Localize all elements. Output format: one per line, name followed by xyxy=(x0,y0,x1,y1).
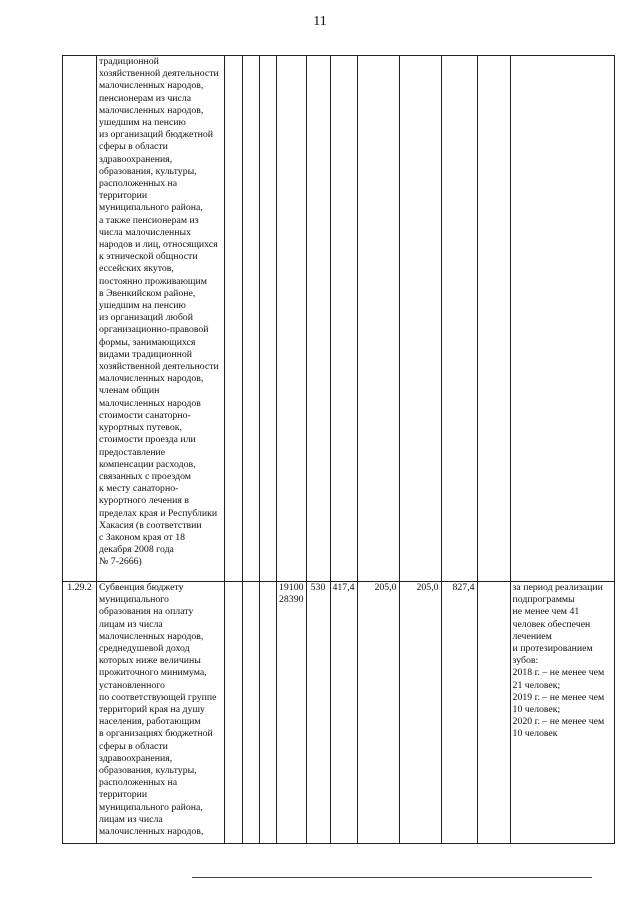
table-row xyxy=(63,582,615,844)
description-line: формы, занимающихся xyxy=(99,336,196,348)
description-line: связанных с проездом xyxy=(99,470,191,482)
row-2019: 205,0 xyxy=(357,582,399,844)
row-vr xyxy=(306,56,330,582)
result-line: подпрограммы xyxy=(512,594,575,606)
description-line: ессейских якутов, xyxy=(99,263,174,275)
description-line: народов и лиц, относящихся xyxy=(99,239,218,251)
row-2018 xyxy=(330,56,357,582)
description-line: предоставление xyxy=(99,446,166,458)
description-line: к месту санаторно- xyxy=(99,483,179,495)
description-line: муниципального района, xyxy=(99,801,203,813)
description-line: которых ниже величины xyxy=(99,655,201,667)
description-line: населения, работающим xyxy=(99,716,201,728)
description-line: видами традиционной xyxy=(99,348,192,360)
result-line: человек обеспечен xyxy=(512,618,591,630)
description-line: организационно-правовой xyxy=(99,324,209,336)
description-line: образования, культуры, xyxy=(99,765,197,777)
description-line: хозяйственной деятельности xyxy=(99,68,219,80)
empty-cell xyxy=(243,56,260,582)
row-result xyxy=(510,582,614,844)
description-line: по соответствующей группе xyxy=(99,691,217,703)
description-line: стоимости санаторно- xyxy=(99,409,191,421)
program-table xyxy=(62,55,615,844)
result-line: 2018 г. – не менее чем xyxy=(512,667,605,679)
description-line: ушедшим на пенсию xyxy=(99,300,186,312)
result-line: зубов: xyxy=(512,655,539,667)
description-line: ушедшим на пенсию xyxy=(99,117,186,129)
row-total: 827,4 xyxy=(441,582,477,844)
description-line: среднедушевой доход xyxy=(99,643,190,655)
empty-cell xyxy=(225,582,243,844)
description-line: Субвенция бюджету xyxy=(99,582,184,593)
description-line: пенсионерам из числа xyxy=(99,92,192,104)
empty-cell xyxy=(225,56,243,582)
empty-cell xyxy=(260,56,277,582)
description-line: в Эвенкийском районе, xyxy=(99,287,196,299)
result-line: лечением xyxy=(512,630,552,642)
description-line: сферы в области xyxy=(99,141,168,153)
description-line: постоянно проживающим xyxy=(99,275,207,287)
result-line: 10 человек; xyxy=(512,704,561,716)
description-line: малочисленных народов, xyxy=(99,373,204,385)
description-line: муниципального района, xyxy=(99,202,203,214)
description-line: № 7-2666) xyxy=(99,556,142,568)
page-number: 11 xyxy=(313,14,327,29)
description-line: из организаций бюджетной xyxy=(99,129,214,141)
description-line: малочисленных народов, xyxy=(99,826,204,838)
row-result xyxy=(510,56,614,582)
footer-rule xyxy=(192,877,592,878)
description-line: пределах края и Республики xyxy=(99,507,218,519)
result-line: и протезированием xyxy=(512,643,593,655)
row-code xyxy=(277,582,307,844)
description-line: в организациях бюджетной xyxy=(99,728,213,740)
description-line: расположенных на xyxy=(99,777,178,789)
description-line: прожиточного минимума, xyxy=(99,667,207,679)
description-line: Хакасия (в соответствии xyxy=(99,519,202,531)
result-line: 21 человек; xyxy=(512,679,561,691)
row-2020 xyxy=(399,56,441,582)
description-line: территории xyxy=(99,789,148,801)
description-line: образования, культуры, xyxy=(99,165,197,177)
description-line: территории xyxy=(99,190,148,202)
table-row xyxy=(63,56,615,582)
description-line: членам общин xyxy=(99,385,160,397)
empty-cell xyxy=(243,582,260,844)
description-line: к этнической общности xyxy=(99,251,198,263)
row-total xyxy=(441,56,477,582)
row-description xyxy=(97,56,225,582)
description-line: малочисленных народов, xyxy=(99,104,204,116)
row-index xyxy=(63,56,97,582)
description-line: стоимости проезда или xyxy=(99,434,196,446)
description-line: хозяйственной деятельности xyxy=(99,361,219,373)
code-line: 19100 xyxy=(279,582,304,593)
description-line: здравоохранения, xyxy=(99,752,173,764)
description-line: традиционной xyxy=(99,56,159,67)
description-line: малочисленных народов, xyxy=(99,80,204,92)
description-line: курортного лечения в xyxy=(99,495,189,507)
description-line: здравоохранения, xyxy=(99,153,173,165)
empty-cell xyxy=(477,582,510,844)
description-line: числа малочисленных xyxy=(99,226,192,238)
result-line: не менее чем 41 xyxy=(512,606,580,618)
description-line: с Законом края от 18 xyxy=(99,531,186,543)
result-line: за период реализации xyxy=(512,582,603,593)
description-line: установленного xyxy=(99,679,165,691)
row-2020: 205,0 xyxy=(399,582,441,844)
row-vr: 530 xyxy=(306,582,330,844)
description-line: компенсации расходов, xyxy=(99,458,196,470)
row-index: 1.29.2 xyxy=(63,582,97,844)
description-line: расположенных на xyxy=(99,178,178,190)
description-line: лицам из числа xyxy=(99,813,163,825)
description-line: малочисленных народов, xyxy=(99,630,204,642)
description-line: а также пенсионерам из xyxy=(99,214,199,226)
description-line: декабря 2008 года xyxy=(99,544,174,556)
description-line: сферы в области xyxy=(99,740,168,752)
row-description xyxy=(97,582,225,844)
description-line: из организаций любой xyxy=(99,312,193,324)
description-line: территорий края на душу xyxy=(99,704,205,716)
row-2018: 417,4 xyxy=(330,582,357,844)
result-line: 2019 г. – не менее чем xyxy=(512,691,605,703)
result-line: 10 человек xyxy=(512,728,558,740)
row-code xyxy=(277,56,307,582)
row-2019 xyxy=(357,56,399,582)
description-line: образования на оплату xyxy=(99,606,194,618)
description-line: курортных путевок, xyxy=(99,422,182,434)
code-line: 28390 xyxy=(279,594,304,606)
description-line: муниципального xyxy=(99,594,169,606)
empty-cell xyxy=(477,56,510,582)
description-line: малочисленных народов xyxy=(99,397,201,409)
description-line: лицам из числа xyxy=(99,618,163,630)
empty-cell xyxy=(260,582,277,844)
result-line: 2020 г. – не менее чем xyxy=(512,716,605,728)
